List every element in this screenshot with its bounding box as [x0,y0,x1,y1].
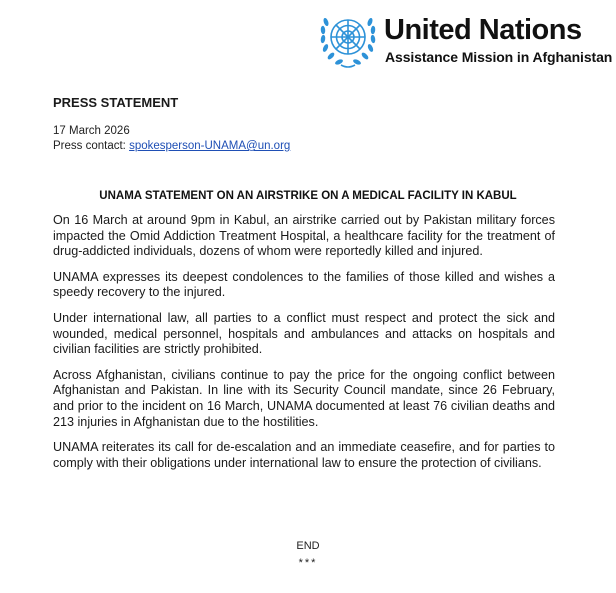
un-emblem-icon [317,8,379,70]
contact-email-link[interactable]: spokesperson-UNAMA@un.org [129,140,291,152]
statement-body [53,213,555,481]
document-type: PRESS STATEMENT [53,95,179,110]
org-subtitle: Assistance Mission in Afghanistan [385,49,613,65]
statement-date: 17 March 2026 [53,125,130,137]
statement-headline: UNAMA STATEMENT ON AN AIRSTRIKE ON A MEDICAL FACILITY IN KABUL [99,190,517,202]
press-contact-label: Press contact: [53,140,130,152]
paragraph: Across Afghanistan, civilians continue to pay the price for the ongoing conflict between Afghanistan and Pakistan. In line with its Security Council mandate, since 26 February, and prior to the incident on 16 March, UNAMA documented at least 76 civilian deaths and 213 injuries in Afghanistan due to the hostilities. [53,367,555,429]
letterhead [317,8,613,72]
paragraph: UNAMA reiterates its call for de-escalation and an immediate ceasefire, and for parties to comply with their obligations under international law to ensure the protection of civilians. [53,440,555,470]
end-separator: *** [298,557,318,569]
paragraph: Under international law, all parties to a conflict must respect and protect the sick and wounded, medical personnel, hospitals and ambulances and attacks on hospitals and civilian facilities are strictly prohibited. [53,310,555,357]
end-marker: END [296,540,320,552]
paragraph: UNAMA expresses its deepest condolences to the families of those killed and wishes a speedy recovery to the injured. [53,269,555,300]
press-contact [53,140,290,152]
org-name: United Nations [384,14,582,46]
paragraph: On 16 March at around 9pm in Kabul, an airstrike carried out by Pakistan military forces impacted the Omid Addiction Treatment Hospital, a healthcare facility for the treatment of drug-addicted individuals, dozens of whom were reportedly killed and injured. [53,213,555,259]
